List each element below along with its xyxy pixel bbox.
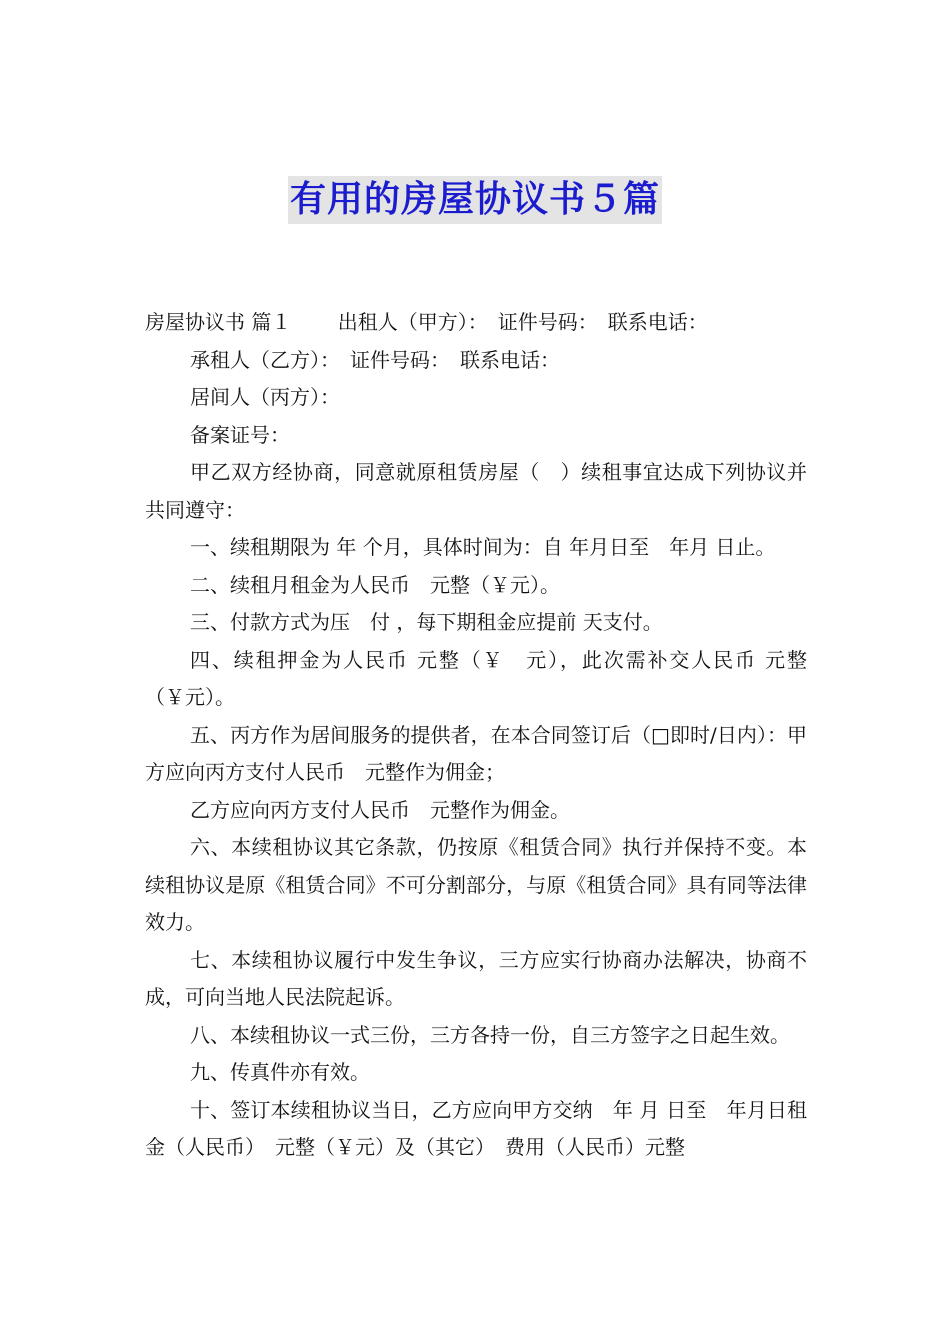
paragraph-clause-9: 九、传真件亦有效。 [190, 1060, 370, 1084]
title-block [0, 176, 950, 224]
paragraph-header-lessor: 房屋协议书 篇１ 出租人（甲方）： 证件号码： 联系电话： [145, 310, 708, 334]
paragraph-clause-3: 三、付款方式为压 付 ，每下期租金应提前 天支付。 [190, 610, 663, 634]
paragraph-clause-1: 一、续租期限为 年 个月，具体时间为：自 年月日至 年月 日止。 [190, 535, 776, 559]
paragraph-clause-5: 五、丙方作为居间服务的提供者，在本合同签订后（□即时/日内）：甲方应向丙方支付人民币 元整作为佣金； [145, 722, 807, 784]
paragraph-lessee: 承租人（乙方）： 证件号码： 联系电话： [190, 347, 560, 372]
paragraph-intermediary: 居间人（丙方）： [190, 385, 340, 409]
paragraph-preamble: 甲乙双方经协商，同意就原租赁房屋（ ）续租事宜达成下列协议并共同遵守： [145, 460, 807, 522]
paragraph-clause-7: 七、本续租协议履行中发生争议，三方应实行协商办法解决，协商不成，可向当地人民法院起诉。 [145, 947, 807, 1009]
paragraph-clause-10: 十、签订本续租协议当日，乙方应向甲方交纳 年 月 日至 年月日租金（人民币） 元整（￥元）及（其它） 费用（人民币）元整 [145, 1097, 807, 1159]
paragraph-record-number: 备案证号： [190, 422, 290, 447]
document-title: 有用的房屋协议书５篇 [288, 176, 662, 224]
paragraph-clause-5-continued: 乙方应向丙方支付人民币 元整作为佣金。 [190, 797, 570, 822]
paragraph-clause-8: 八、本续租协议一式三份，三方各持一份，自三方签字之日起生效。 [190, 1022, 790, 1047]
document-body [145, 304, 807, 1167]
paragraph-clause-2: 二、续租月租金为人民币 元整（￥元）。 [190, 572, 560, 597]
paragraph-clause-4: 四、续租押金为人民币 元整（￥ 元），此次需补交人民币 元整（￥元）。 [145, 647, 807, 709]
paragraph-clause-6: 六、本续租协议其它条款，仍按原《租赁合同》执行并保持不变。本续租协议是原《租赁合同》不可分割部分，与原《租赁合同》具有同等法律效力。 [145, 835, 807, 934]
